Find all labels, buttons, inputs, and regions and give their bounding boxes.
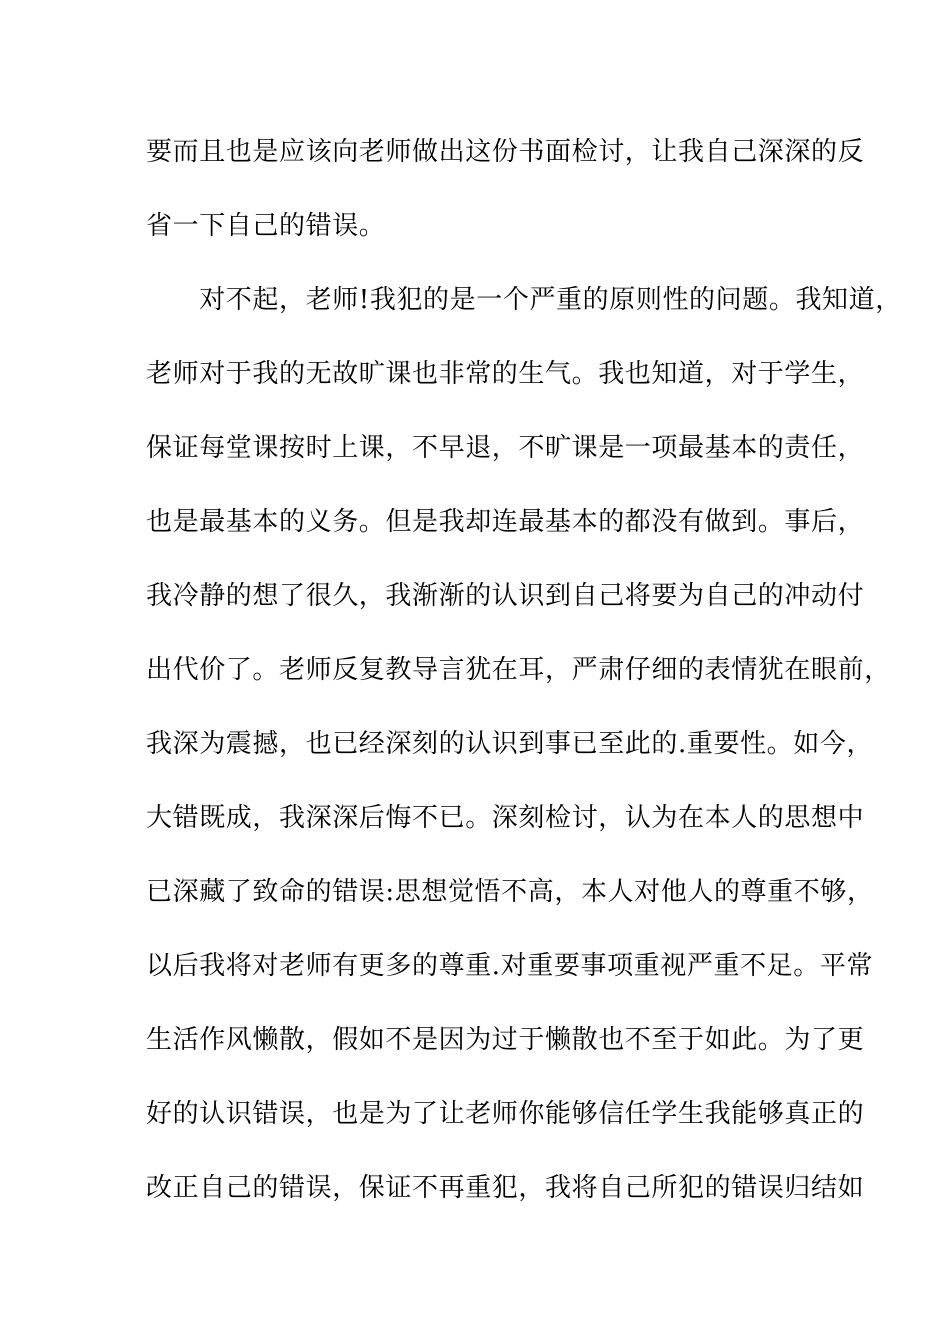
text-line: 已深藏了致命的错误:思想觉悟不高，本人对他人的尊重不够， — [146, 877, 874, 907]
text-line: 生活作风懒散，假如不是因为过于懒散也不至于如此。为了更 — [146, 1025, 865, 1055]
text-line: 我冷静的想了很久，我渐渐的认识到自己将要为自己的冲动付 — [146, 581, 865, 611]
text-line: 好的认识错误，也是为了让老师你能够信任学生我能够真正的 — [146, 1099, 865, 1129]
text-line: 老师对于我的无故旷课也非常的生气。我也知道，对于学生， — [146, 359, 865, 389]
text-line: 以后我将对老师有更多的尊重.对重要事项重视严重不足。平常 — [146, 951, 874, 981]
text-line: 出代价了。老师反复教导言犹在耳，严肃仔细的表情犹在眼前， — [146, 655, 891, 685]
text-line: 省一下自己的错误。 — [146, 211, 386, 241]
text-line: 也是最基本的义务。但是我却连最基本的都没有做到。事后， — [146, 507, 865, 537]
text-line: 改正自己的错误，保证不再重犯，我将自己所犯的错误归结如 — [146, 1173, 865, 1203]
text-line: 要而且也是应该向老师做出这份书面检讨，让我自己深深的反 — [146, 137, 865, 167]
text-line: 大错既成，我深深后悔不已。深刻检讨，认为在本人的思想中 — [146, 803, 865, 833]
text-line: 对不起，老师!我犯的是一个严重的原则性的问题。我知道， — [146, 285, 902, 315]
text-line: 保证每堂课按时上课，不早退，不旷课是一项最基本的责任， — [146, 433, 865, 463]
text-line: 我深为震撼，也已经深刻的认识到事已至此的.重要性。如今， — [146, 729, 874, 759]
